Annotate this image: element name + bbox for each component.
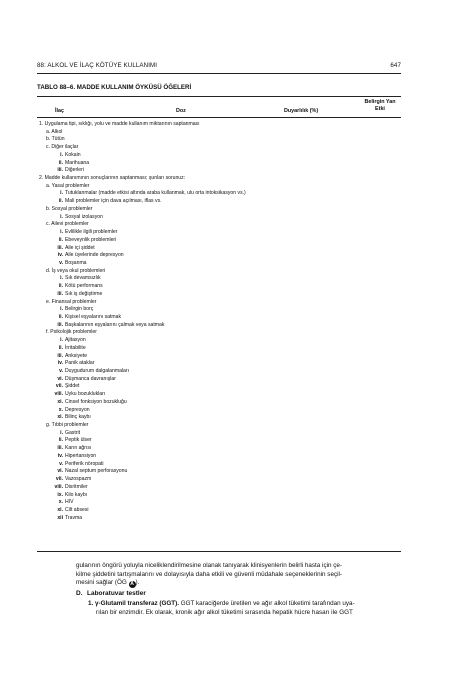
row-text: Duygudurum dalgalanmaları bbox=[65, 368, 129, 374]
row-text: Kilo kaybı bbox=[65, 491, 88, 498]
table-row bbox=[37, 507, 401, 515]
row-text: Depresyon bbox=[65, 406, 90, 413]
table-row bbox=[37, 391, 401, 399]
row-marker: viii. bbox=[54, 391, 63, 398]
table-row bbox=[37, 190, 401, 198]
table-row bbox=[37, 437, 401, 445]
table-top-rule bbox=[37, 96, 401, 97]
row-marker: i. bbox=[60, 429, 63, 436]
table-row bbox=[37, 414, 401, 422]
table-row bbox=[37, 260, 401, 268]
table-row bbox=[37, 476, 401, 484]
row-text: Belirgin borç bbox=[65, 306, 94, 313]
row-text: Sosyal izolasyon bbox=[65, 213, 103, 220]
paragraph-text: mesini sağlar (ÖG bbox=[76, 579, 129, 586]
row-text: Periferik nöropati bbox=[65, 460, 104, 467]
table-row bbox=[37, 283, 401, 291]
item-number: 1. bbox=[88, 600, 94, 607]
table-row bbox=[37, 337, 401, 345]
row-text: a. Alkol bbox=[46, 128, 63, 135]
column-header-side-effect: Belirgin Yan Etki bbox=[364, 99, 396, 112]
row-text: Uyku bozuklukları bbox=[65, 391, 106, 398]
table-row bbox=[37, 129, 401, 137]
table-row bbox=[37, 167, 401, 175]
row-text: Evlilikle ilgili problemler bbox=[65, 229, 118, 236]
row-text: Panik ataklar bbox=[65, 360, 95, 367]
row-marker: iii. bbox=[57, 167, 63, 174]
row-marker: vii. bbox=[55, 476, 63, 483]
table-row bbox=[37, 136, 401, 144]
row-marker: i. bbox=[60, 151, 63, 158]
table-bottom-rule bbox=[37, 551, 401, 552]
row-marker: xii bbox=[57, 514, 63, 521]
table-row bbox=[37, 345, 401, 353]
table-row bbox=[37, 468, 401, 476]
table-title: TABLO 88–6. MADDE KULLANIM ÖYKÜSÜ ÖĞELERİ bbox=[37, 84, 192, 91]
row-marker: vi. bbox=[57, 375, 63, 382]
row-text: Aile üyelerinde depresyon bbox=[65, 252, 124, 259]
paragraph-line: kilme şiddetini tartışmalarını ve dolayısıyla daha etkili ve güvenli müdahale seçeneklerinin seçil- bbox=[76, 570, 342, 578]
table-row bbox=[37, 229, 401, 237]
item-line bbox=[88, 600, 402, 609]
row-marker: xi. bbox=[57, 414, 63, 421]
body-paragraph bbox=[76, 562, 402, 588]
table-row bbox=[37, 275, 401, 283]
row-marker: ii. bbox=[58, 437, 63, 444]
row-text: d. İş veya okul problemleri bbox=[46, 267, 106, 274]
row-marker: iii. bbox=[57, 290, 63, 297]
table-row bbox=[37, 183, 401, 191]
row-marker: ii. bbox=[58, 198, 63, 205]
column-header-sensitivity: Duyarlılık (%) bbox=[284, 108, 319, 114]
row-marker: i. bbox=[60, 229, 63, 236]
row-text: c. Ailevi problemler bbox=[46, 221, 89, 228]
row-marker: ii. bbox=[58, 236, 63, 243]
row-marker: iv. bbox=[57, 452, 63, 459]
item-text: GGT karaciğerde üretilen ve ağır alkol tüketimi tarafından uya- bbox=[179, 600, 355, 607]
table-row bbox=[37, 306, 401, 314]
table-row bbox=[37, 144, 401, 152]
table-row bbox=[37, 237, 401, 245]
row-text: İrritabilite bbox=[65, 344, 86, 351]
table-row bbox=[37, 245, 401, 253]
table-row bbox=[37, 445, 401, 453]
row-marker: vi. bbox=[57, 468, 63, 475]
table-row bbox=[37, 499, 401, 507]
table-row bbox=[37, 152, 401, 160]
row-text: f. Psikolojik problemler bbox=[46, 329, 97, 336]
table-row bbox=[37, 252, 401, 260]
row-marker: i. bbox=[60, 275, 63, 282]
row-text: Şiddet bbox=[65, 383, 80, 390]
item-line: rılan bir enzimdir. Ek olarak, kronik ağır alkol tüketimi sırasında hepatik hücre hasarı ile GGT bbox=[96, 608, 353, 616]
row-text: Tutuklanmalar (madde etkisi altında araba kullanmak, ulu orta intoksikasyon vs.) bbox=[65, 190, 246, 197]
row-text: Aile içi şiddet bbox=[65, 244, 95, 251]
row-text: Cilt absesi bbox=[65, 506, 89, 513]
row-text: e. Finansal problemler bbox=[46, 298, 97, 305]
row-marker: iv. bbox=[57, 252, 63, 259]
section-heading bbox=[76, 590, 146, 597]
table-row bbox=[37, 121, 401, 129]
chapter-title: 88: ALKOL VE İLAÇ KÖTÜYE KULLANIMI bbox=[37, 62, 158, 69]
row-text: Peptik ülser bbox=[65, 437, 92, 444]
row-text: Cinsel fonksiyon bozukluğu bbox=[65, 398, 127, 405]
table-row bbox=[37, 461, 401, 469]
row-marker: iii. bbox=[57, 445, 63, 452]
row-text: Başkalarının eşyalarını çalmak veya satmak bbox=[65, 321, 165, 328]
row-text: Ajitasyon bbox=[65, 337, 86, 344]
table-row bbox=[37, 322, 401, 330]
table-row bbox=[37, 360, 401, 368]
table-row bbox=[37, 515, 401, 523]
table-row bbox=[37, 430, 401, 438]
table-row bbox=[37, 484, 401, 492]
table-row bbox=[37, 368, 401, 376]
row-text: Disritmiler bbox=[65, 483, 88, 490]
table-row bbox=[37, 407, 401, 415]
row-text: Boşanma bbox=[65, 259, 87, 266]
table-row bbox=[37, 214, 401, 222]
row-marker: x. bbox=[58, 406, 63, 413]
paragraph-text: ). bbox=[135, 579, 140, 586]
table-row bbox=[37, 399, 401, 407]
row-text: g. Tıbbi problemler bbox=[46, 422, 89, 429]
row-marker: iii. bbox=[57, 352, 63, 359]
row-marker: viii. bbox=[54, 483, 63, 490]
table-row bbox=[37, 206, 401, 214]
table-row bbox=[37, 329, 401, 337]
row-marker: v. bbox=[59, 368, 63, 374]
row-text: a. Yasal problemler bbox=[46, 182, 90, 189]
header-rule bbox=[37, 73, 401, 74]
section-letter: D. bbox=[76, 590, 83, 597]
row-marker: ii. bbox=[58, 344, 63, 351]
row-text: Marihuana bbox=[65, 159, 90, 166]
column-header-drug: İlaç bbox=[55, 108, 64, 114]
row-marker: ii. bbox=[58, 283, 63, 290]
row-text: HIV bbox=[65, 499, 74, 506]
row-text: Travma bbox=[65, 514, 83, 521]
page-number: 647 bbox=[390, 62, 401, 69]
row-text: Anksiyete bbox=[65, 352, 88, 359]
table-row bbox=[37, 299, 401, 307]
row-marker: xi. bbox=[57, 398, 63, 405]
row-text: Diğerleri bbox=[65, 167, 84, 174]
row-text: 1. Uygulama tipi, sıklığı, yolu ve madde kullanım miktarının saptanması bbox=[39, 121, 200, 127]
row-marker: xi. bbox=[57, 506, 63, 513]
row-marker: ii. bbox=[58, 313, 63, 320]
table-header-rule bbox=[37, 117, 401, 118]
row-text: Kötü performans bbox=[65, 283, 103, 290]
table-row bbox=[37, 453, 401, 461]
table-row bbox=[37, 376, 401, 384]
list-item bbox=[88, 600, 402, 617]
row-text: b. Sosyal problemler bbox=[46, 205, 93, 212]
row-text: 2. Madde kullanımının sonuçlarının saptanması; şunları sorunuz: bbox=[39, 175, 186, 182]
row-text: Hipertansiyon bbox=[65, 452, 97, 459]
table-row bbox=[37, 160, 401, 168]
row-marker: ix. bbox=[57, 491, 63, 498]
row-text: Kokain bbox=[65, 151, 81, 158]
table-body bbox=[37, 121, 401, 522]
table-row bbox=[37, 314, 401, 322]
row-marker: iii. bbox=[57, 244, 63, 251]
table-row bbox=[37, 198, 401, 206]
table-row bbox=[37, 492, 401, 500]
column-header-dose: Doz bbox=[176, 108, 186, 114]
row-text: Gastrit bbox=[65, 429, 81, 436]
row-text: Bilinç kaybı bbox=[65, 414, 91, 421]
row-text: Sık devamsızlık bbox=[65, 275, 101, 282]
row-marker: i. bbox=[60, 213, 63, 220]
row-text: b. Tütün bbox=[46, 136, 65, 143]
table-row bbox=[37, 422, 401, 430]
item-term: γ-Glutamil transferaz (GGT). bbox=[95, 600, 179, 607]
row-text: Kişisel eşyalarını satmak bbox=[65, 313, 122, 320]
row-text: Ebeveynlik problemleri bbox=[65, 236, 117, 243]
table-row bbox=[37, 353, 401, 361]
row-marker: i. bbox=[60, 337, 63, 344]
paragraph-line bbox=[76, 579, 402, 588]
og-a-icon: A bbox=[130, 581, 134, 587]
table-row bbox=[37, 383, 401, 391]
row-marker: i. bbox=[60, 306, 63, 313]
row-text: Düşmanca davranışlar bbox=[65, 375, 116, 382]
row-text: Vazospazm bbox=[65, 476, 92, 483]
row-text: Sık iş değiştirme bbox=[65, 290, 103, 297]
table-row bbox=[37, 268, 401, 276]
row-marker: iii. bbox=[57, 321, 63, 328]
table-row bbox=[37, 175, 401, 183]
table-row bbox=[37, 291, 401, 299]
row-marker: v. bbox=[59, 259, 63, 266]
row-marker: x. bbox=[58, 499, 63, 506]
row-marker: iv. bbox=[57, 360, 63, 367]
section-title: Laboratuvar testler bbox=[87, 590, 146, 597]
row-text: Mali problemler için dava açılması, iflas vs. bbox=[65, 198, 162, 205]
row-marker: i. bbox=[60, 190, 63, 197]
row-marker: vii. bbox=[55, 383, 63, 390]
row-text: Nazal septum perforasyonu bbox=[65, 468, 128, 475]
paragraph-line: gularının öngörü yoluyla niceliklendirilmesine olanak tanıyarak klinisyenlerin belirli hasta için çe- bbox=[76, 562, 343, 569]
row-text: c. Diğer ilaçlar bbox=[46, 144, 79, 151]
table-row bbox=[37, 221, 401, 229]
row-text: Karın ağrısı bbox=[65, 445, 92, 452]
row-marker: v. bbox=[59, 460, 63, 467]
row-marker: ii. bbox=[58, 159, 63, 166]
